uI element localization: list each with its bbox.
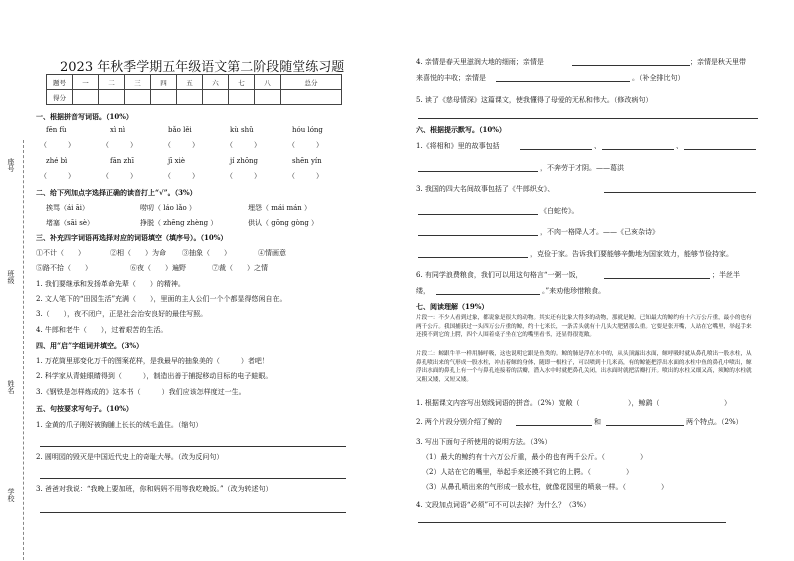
question: 2. 科学家从青蛙眼睛得到（ ），制造出善于捕捉移动目标的电子蛙眼。 [36,372,273,380]
answer-paren[interactable]: （ ） [288,141,323,149]
idiom-blank[interactable]: ⑦裁（ ）之情 [212,264,268,272]
score-cell[interactable] [125,90,151,105]
answer-line[interactable] [418,257,528,258]
question: ，不肉一格降人才。——《己亥杂诗》 [540,228,659,236]
answer-paren[interactable]: （ ） [288,172,323,180]
question: 3.（ ），夜不闭户，正是社会治安良好的最佳写照。 [36,310,208,318]
answer-line[interactable] [418,171,538,172]
question: 缕， [416,287,430,295]
seat-label: 座号 [7,158,15,172]
question: ） [724,399,731,407]
pinyin: bǎo lěi [168,126,192,134]
idiom-blank[interactable]: ①不计（ ） [36,249,85,257]
question: 1. 万花筒里那变化万千的图案花样，是我最早的抽象美的（ ）者吧！ [36,357,269,365]
answer-paren[interactable]: （ ） [226,141,261,149]
pinyin: fēn fù [46,126,67,134]
answer-line[interactable] [418,214,538,215]
section-3-title: 三、补充四字词语再选择对应的词语填空（填序号）。（10%） [36,233,228,242]
idiom-blank[interactable]: ⑤路不拾（ ） [36,264,92,272]
question: 4. 亲情是春天里滋润大地的细雨；亲情是 [416,58,544,66]
school-label: 学校 [7,488,15,502]
question: 《白蛇传》。 [540,207,579,215]
pronunciation-item[interactable]: 挨骂（ái āi） [46,204,90,212]
answer-line[interactable] [40,446,346,447]
name-label: 姓名 [7,380,15,394]
answer-line[interactable] [602,149,674,150]
pinyin: fān zhī [110,157,134,165]
pinyin: zhé bì [46,157,68,165]
question: 4. 牛郎和老牛（ ），过着艰苦的生活。 [36,326,168,334]
separator-text: 、 [676,142,683,150]
score-header-cell: 总分 [281,75,342,90]
answer-line[interactable] [516,425,592,426]
answer-paren[interactable]: （ ） [102,141,137,149]
answer-line[interactable] [418,522,726,523]
answer-line[interactable] [436,294,540,295]
pinyin: hóu lóng [292,126,323,134]
question: 1.《将相和》里的故事包括 [416,142,500,150]
score-cell[interactable] [281,90,342,105]
question: 两个特点。（2%） [686,418,743,426]
question: 2. 文人笔下的“田园生活”充满（ ），里面的主人公们一个个都显得悠闲自在。 [36,295,287,303]
score-header-cell: 题号 [47,75,73,90]
question: （3）从鼻孔喷出来的气形成一股水柱，就像花园里的喷泉一样。（ ） [422,483,668,491]
pronunciation-item[interactable]: 供认（ gōng gòng ） [248,219,319,227]
pinyin: kù shǔ [230,126,254,134]
section-2-title: 二、给下列加点字选择正确的读音打上“√”。（3%） [36,188,197,197]
score-cell[interactable] [255,90,281,105]
score-table [46,74,342,105]
question: 2. 圆明园的毁灭是中国近代史上的奇耻大辱。（改为反问句） [36,453,224,461]
score-header-cell: 一 [73,75,99,90]
score-cell[interactable] [99,90,125,105]
exam-title: 2023 年秋季学期五年级语文第二阶段随堂练习题 [60,60,345,75]
section-5-title: 五、句按要求写句子。（10%） [36,404,133,413]
question: 1. 金黄的爪子刚好被胸脯上长长的绒毛盖住。（缩句） [36,421,203,429]
question: ），鲸鹞（ [628,399,660,407]
question: 。”来劝他珍惜粮食。 [542,287,606,295]
question: 3. 写出下面句子所使用的说明方法。（3%） [416,438,552,446]
answer-paren[interactable]: （ ） [40,141,75,149]
question: 。（补全排比句） [632,74,685,82]
score-row-label: 得分 [47,90,73,105]
answer-line[interactable] [572,65,690,66]
question: ，不奔劳于才阴。——葛洪 [540,164,624,172]
separator-text: 、 [594,142,601,150]
question: 4. 文段加点词语“必须”可不可以去掉？为什么？（3%） [416,501,591,509]
score-header-cell: 四 [151,75,177,90]
score-header-cell: 八 [255,75,281,90]
pinyin: jī xiè [168,157,185,165]
answer-line[interactable] [604,278,710,279]
question: 1. 根据课文内容写出划线词语的拼音。（2%）宽敞（ [416,399,580,407]
score-cell[interactable] [151,90,177,105]
reading-passage-1: 片段一：不少人看到过象，都说象是很大的动物。其实还有比象大得多的动物，那就是鲸。已知最大的鲸约有十六万公斤重，最小的也有两千公斤。我国捕获过一头四万公斤重的鲸，约十七米长，一条舌头就有十几头大肥猪那么重。它要是张开嘴，人站在它嘴里，举起手来还摸不到它的上腭，四个人围着桌子坐在它的嘴里看书，还显得很宽敞。 [416,315,752,339]
answer-paren[interactable]: （ ） [164,141,199,149]
score-header-cell: 三 [125,75,151,90]
section-4-title: 四、用“启”字组词并填空。（3%） [36,341,144,350]
section-1-title: 一、根据拼音写词语。（10%） [36,112,133,121]
answer-paren[interactable]: （ ） [164,172,199,180]
score-cell[interactable] [177,90,203,105]
score-header-cell: 六 [203,75,229,90]
answer-line[interactable] [520,149,592,150]
answer-line[interactable] [606,425,684,426]
question: 3. 爸爸对我说：“我晚上要加班，你和妈妈不用等我吃晚饭。”（改为转述句） [36,485,273,493]
score-cell[interactable] [203,90,229,105]
answer-paren[interactable]: （ ） [40,172,75,180]
idiom-blank[interactable]: ④情画意 [258,249,286,257]
score-header-cell: 七 [229,75,255,90]
score-header-cell: 五 [177,75,203,90]
reading-passage-2: 片段二：鲸跟牛羊一样用肺呼吸，这也说明它跟是鱼类的。鲸的肺是浮在水中的，从头顶露出水面，鲸呼吸时就从鼻孔喷出一股水柱，从鼻孔喷出来的气形成一股水柱，冲击着鲸的身体，随即一根柱子，可以喷到十几米高，有的鲸能把浮出水面的水柱中鱼的鼻孔中喷出，鲸浮出水面的鼻孔上有一个与鼻孔连接着的活瓣，潜入水中时就把鼻孔关闭，出水面时就把活瓣打开。喷出的水柱又细又高，须鲸的水柱就又粗又矮，又短又矮。 [416,351,752,383]
question: 5. 读了《慈母情深》这篇课文，使我懂得了母爱的无私和伟大。（修改病句） [416,96,653,104]
question: ；亲情是秋天里带 [690,58,746,66]
question: 6. 有同学浪费粮食，我们可以用这句格言“一粥一饭， [416,271,583,279]
answer-line[interactable] [684,149,756,150]
score-header-cell: 二 [99,75,125,90]
pinyin: jí zhōng [230,157,259,165]
idiom-blank[interactable]: ③抽象（ ） [182,249,231,257]
question: 1. 我们要继承和发扬革命先辈（ ）的精神。 [36,280,185,288]
section-6-title: 六、根据提示默写。（10%） [416,125,506,134]
question: 来喜悦的丰收；亲情是 [416,74,486,82]
question: ，克俭于家。告诉我们要能够辛勤地为国家效力，能够节俭持家。 [530,250,733,258]
answer-line[interactable] [40,478,346,479]
pronunciation-item[interactable]: 挣脱（ zhēng zhèng ） [140,219,218,227]
question: 3. 我国的四大名间故事包括了《牛郎织女》、 [416,185,555,193]
score-cell[interactable] [73,90,99,105]
answer-line[interactable] [418,118,758,119]
pronunciation-item[interactable]: 唠叨（ láo lǎo ） [140,204,196,212]
question: ；半丝半 [712,271,740,279]
question: 3.《钢铁是怎样炼成的》这本书（ ）我们应该怎样度过一生。 [36,388,246,396]
answer-paren[interactable]: （ ） [102,172,137,180]
separator-text: 和 [594,418,601,426]
section-7-title: 七、阅读理解（19%） [416,302,489,311]
pronunciation-item[interactable]: 堵塞（sāi sè） [46,219,94,227]
pinyin: shēn yín [292,157,322,165]
pinyin: xì nì [110,126,126,134]
answer-line[interactable] [418,235,538,236]
score-cell[interactable] [229,90,255,105]
class-label: 班级 [7,270,15,284]
answer-paren[interactable]: （ ） [226,172,261,180]
answer-line[interactable] [40,512,346,513]
idiom-blank[interactable]: ⑥夜（ ）遍野 [130,264,186,272]
pronunciation-item[interactable]: 埋怨（ mái mán ） [248,204,312,212]
question: （1）最大的鲸约有十六万公斤重，最小的也有两千公斤。（ ） [422,453,647,461]
answer-line[interactable] [604,192,756,193]
question: 2. 两个片段分别介绍了鲸的 [416,418,502,426]
binding-line [23,140,24,560]
question: （2）人站在它的嘴里，举起手来还摸不到它的上腭。（ ） [422,468,633,476]
idiom-blank[interactable]: ②相（ ）为命 [110,249,166,257]
answer-line[interactable] [496,81,630,82]
